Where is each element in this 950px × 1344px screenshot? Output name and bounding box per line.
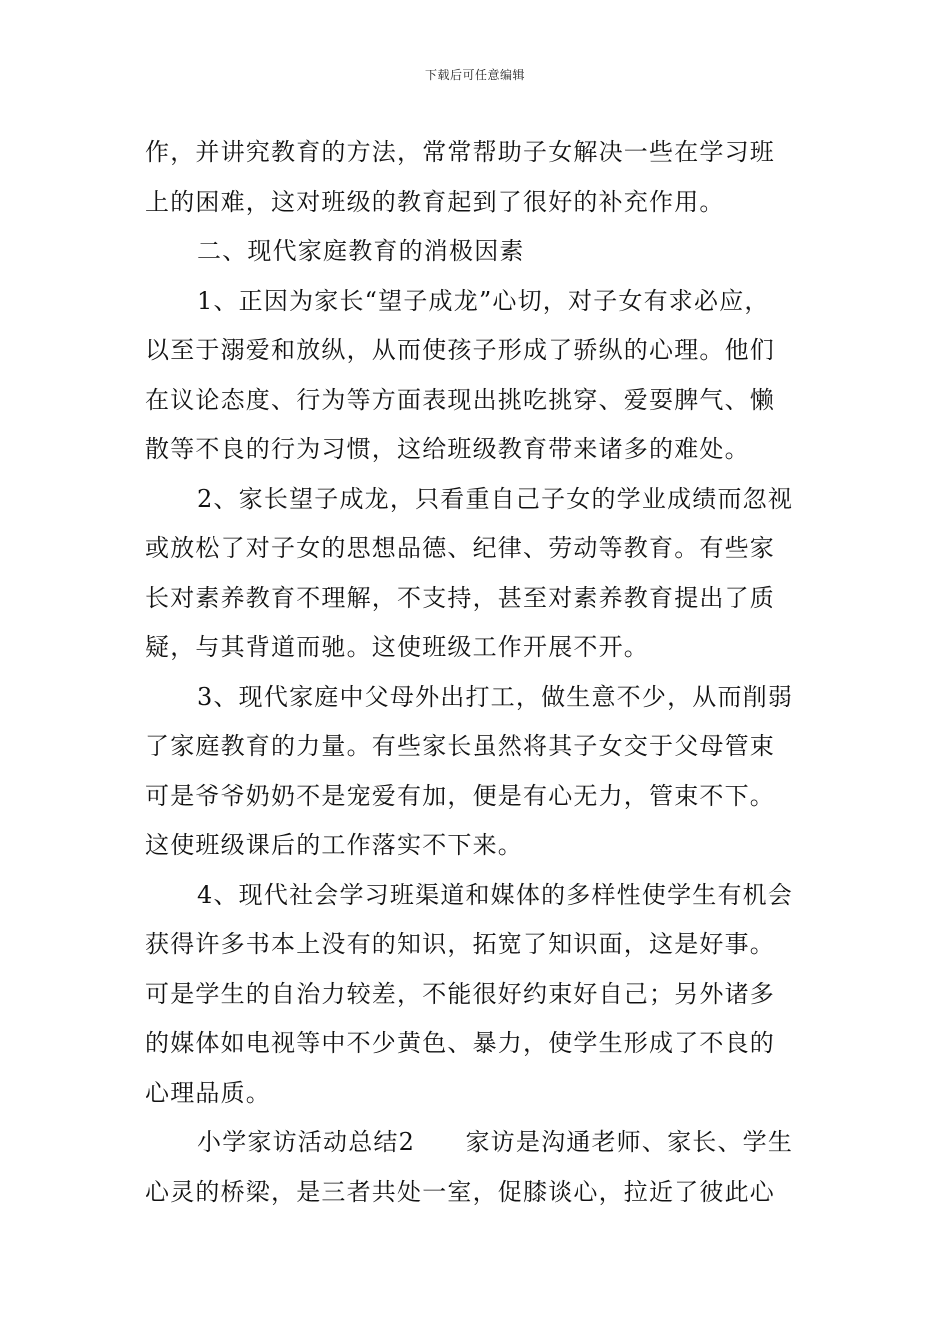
text-line: 1、正因为家长“望子成龙”心切，对子女有求必应， xyxy=(197,286,770,315)
text-line: 4、现代社会学习班渠道和媒体的多样性使学生有机会 xyxy=(197,880,794,909)
section-heading: 二、现代家庭教育的消极因素 xyxy=(197,237,525,265)
text-line: 以至于溺爱和放纵，从而使孩子形成了骄纵的心理。他们 xyxy=(145,336,775,364)
text-line: 3、现代家庭中父母外出打工，做生意不少，从而削弱 xyxy=(197,682,794,711)
text-line: 这使班级课后的工作落实不下来。 xyxy=(145,831,523,859)
text-line: 心理品质。 xyxy=(145,1078,271,1107)
text-line: 或放松了对子女的思想品德、纪律、劳动等教育。有些家 xyxy=(145,534,775,562)
text-line: 2、家长望子成龙，只看重自己子女的学业成绩而忽视 xyxy=(197,484,794,513)
text-line: 可是爷爷奶奶不是宠爱有加，便是有心无力，管束不下。 xyxy=(145,781,775,810)
page-header: 下载后可任意编辑 xyxy=(424,68,525,82)
text-line: 上的困难，这对班级的教育起到了很好的补充作用。 xyxy=(145,187,725,216)
text-line: 的媒体如电视等中不少黄色、暴力，使学生形成了不良的 xyxy=(145,1029,775,1057)
text-line: 作，并讲究教育的方法，常常帮助子女解决一些在学习班 xyxy=(145,138,775,166)
text-line: 在议论态度、行为等方面表现出挑吃挑穿、爱耍脾气、懒 xyxy=(145,385,775,414)
text-line: 小学家访活动总结2 家访是沟通老师、家长、学生 xyxy=(197,1128,794,1156)
text-line: 获得许多书本上没有的知识，拓宽了知识面，这是好事。 xyxy=(145,930,775,958)
text-line: 心灵的桥梁，是三者共处一室，促膝谈心，拉近了彼此心 xyxy=(145,1177,775,1206)
document-body xyxy=(145,128,810,1217)
text-line: 了家庭教育的力量。有些家长虽然将其子女交于父母管束 xyxy=(145,732,775,760)
text-line: 散等不良的行为习惯，这给班级教育带来诸多的难处。 xyxy=(145,435,750,463)
text-line: 疑，与其背道而驰。这使班级工作开展不开。 xyxy=(145,633,649,661)
text-line: 长对素养教育不理解，不支持，甚至对素养教育提出了质 xyxy=(145,583,775,612)
text-line: 可是学生的自治力较差，不能很好约束好自己；另外诸多 xyxy=(145,979,775,1008)
